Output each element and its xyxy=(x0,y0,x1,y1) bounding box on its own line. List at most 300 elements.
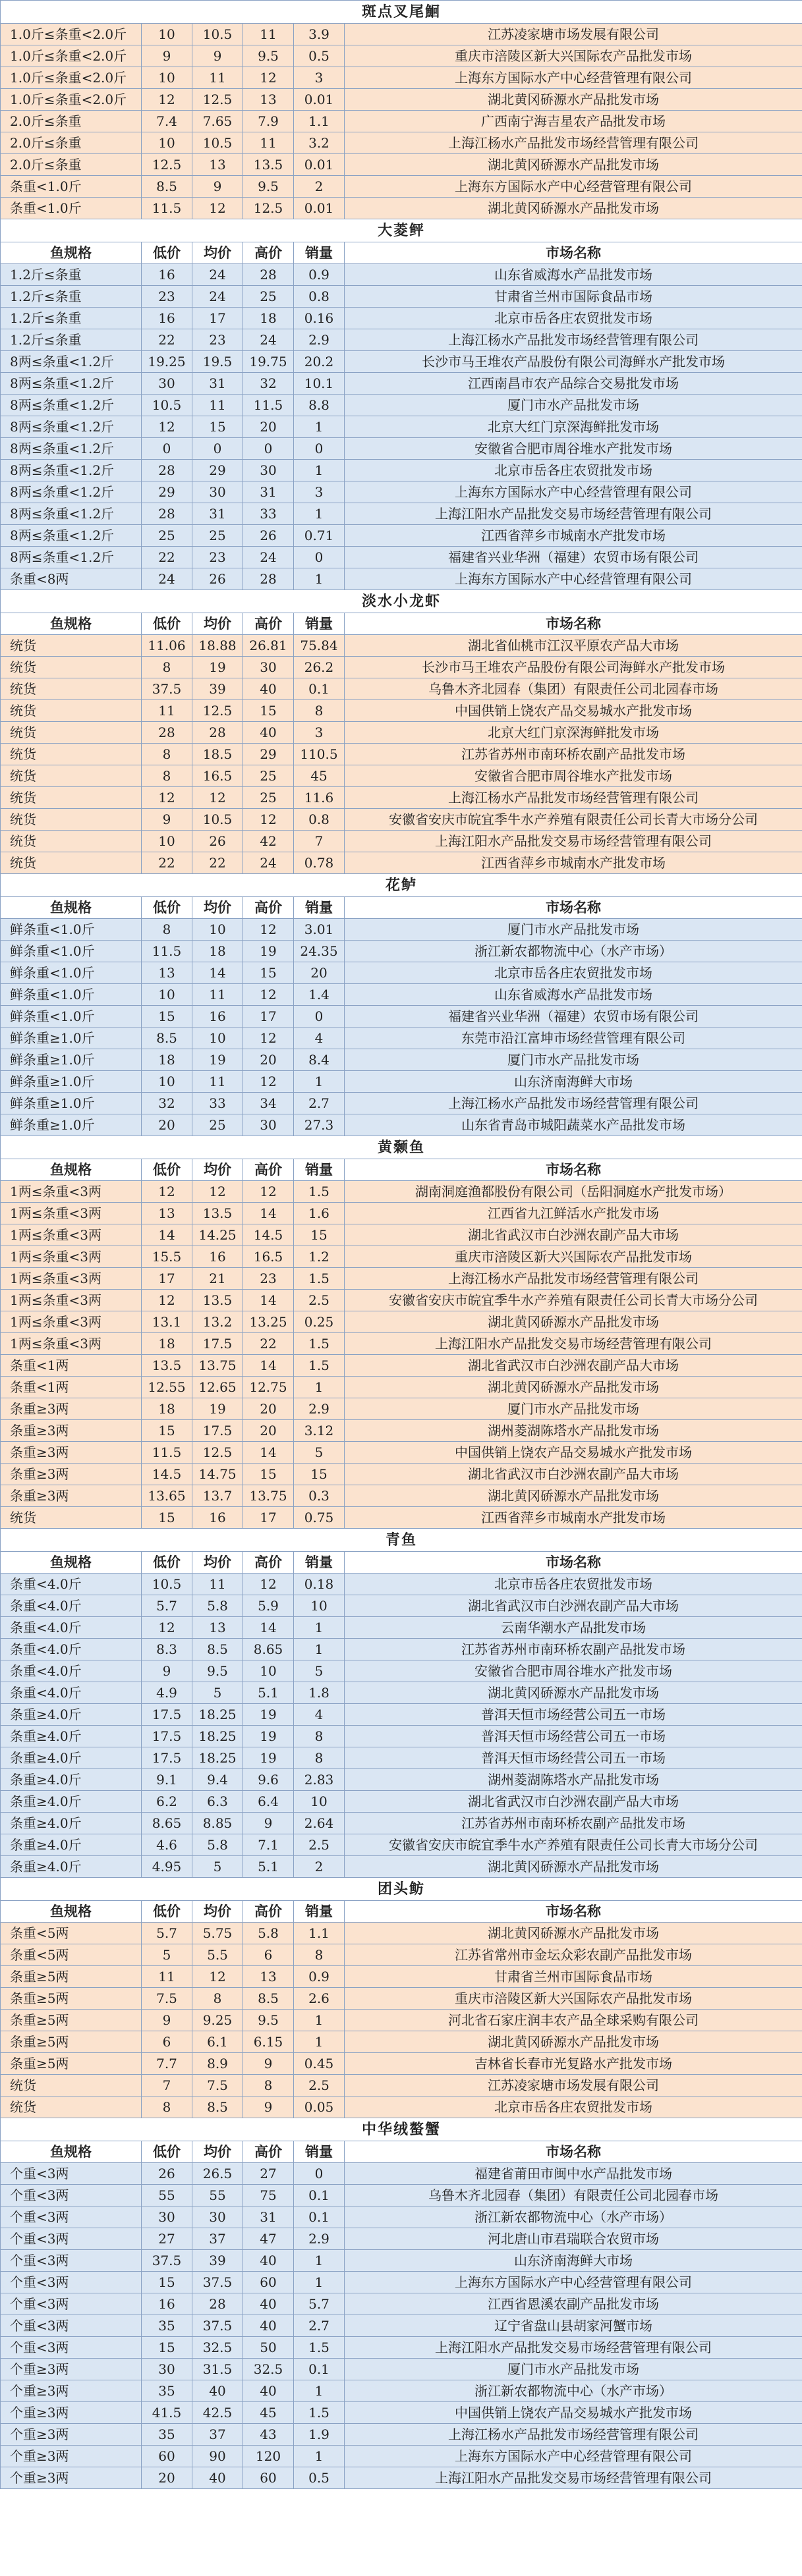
column-header: 鱼规格 xyxy=(1,2141,142,2163)
market-cell: 河北唐山市君瑞联合农贸市场 xyxy=(345,2228,802,2250)
section-title-row xyxy=(1,874,802,897)
low-price-cell: 7 xyxy=(142,2075,192,2096)
table-row xyxy=(1,2075,802,2096)
avg-price-cell: 28 xyxy=(192,722,243,744)
table-row xyxy=(1,1617,802,1639)
table-row xyxy=(1,1726,802,1747)
low-price-cell: 25 xyxy=(142,525,192,547)
avg-price-cell: 21 xyxy=(192,1268,243,1290)
avg-price-cell: 5.5 xyxy=(192,1944,243,1966)
spec-cell: 条重<5两 xyxy=(1,1923,142,1944)
volume-cell: 1 xyxy=(294,2010,345,2031)
column-header: 销量 xyxy=(294,1552,345,1574)
high-price-cell: 24 xyxy=(243,329,294,351)
market-cell: 中国供销上饶农产品交易城水产批发市场 xyxy=(345,1442,802,1464)
volume-cell: 0 xyxy=(294,1006,345,1028)
table-row xyxy=(1,2031,802,2053)
volume-cell: 3.2 xyxy=(294,132,345,154)
low-price-cell: 8 xyxy=(142,744,192,765)
table-row xyxy=(1,154,802,176)
table-row xyxy=(1,2402,802,2424)
high-price-cell: 33 xyxy=(243,503,294,525)
market-cell: 湖北黄冈硚源水产品批发市场 xyxy=(345,154,802,176)
spec-cell: 8两≤条重<1.2斤 xyxy=(1,547,142,568)
high-price-cell: 17 xyxy=(243,1507,294,1529)
high-price-cell: 9 xyxy=(243,2053,294,2075)
high-price-cell: 12 xyxy=(243,809,294,831)
high-price-cell: 14 xyxy=(243,1442,294,1464)
spec-cell: 条重≥4.0斤 xyxy=(1,1769,142,1791)
volume-cell: 8.8 xyxy=(294,395,345,416)
high-price-cell: 8 xyxy=(243,2075,294,2096)
volume-cell: 1.8 xyxy=(294,1682,345,1704)
high-price-cell: 7.1 xyxy=(243,1834,294,1856)
volume-cell: 10 xyxy=(294,1595,345,1617)
avg-price-cell: 33 xyxy=(192,1093,243,1114)
spec-cell: 1.0斤≤条重<2.0斤 xyxy=(1,89,142,111)
avg-price-cell: 12.5 xyxy=(192,1442,243,1464)
column-header: 高价 xyxy=(243,2141,294,2163)
high-price-cell: 16.5 xyxy=(243,1246,294,1268)
column-header: 销量 xyxy=(294,242,345,264)
table-row xyxy=(1,1377,802,1398)
high-price-cell: 12 xyxy=(243,67,294,89)
table-row xyxy=(1,1203,802,1224)
avg-price-cell: 8.9 xyxy=(192,2053,243,2075)
low-price-cell: 10 xyxy=(142,24,192,45)
low-price-cell: 8 xyxy=(142,657,192,678)
low-price-cell: 15 xyxy=(142,2272,192,2293)
spec-cell: 条重<4.0斤 xyxy=(1,1595,142,1617)
low-price-cell: 11.06 xyxy=(142,635,192,657)
column-header: 均价 xyxy=(192,1901,243,1923)
high-price-cell: 13.5 xyxy=(243,154,294,176)
volume-cell: 4 xyxy=(294,1704,345,1726)
high-price-cell: 14 xyxy=(243,1290,294,1311)
high-price-cell: 40 xyxy=(243,2315,294,2337)
high-price-cell: 34 xyxy=(243,1093,294,1114)
table-row xyxy=(1,2359,802,2380)
table-row xyxy=(1,635,802,657)
market-cell: 湖北黄冈硚源水产品批发市场 xyxy=(345,1923,802,1944)
spec-cell: 1.0斤≤条重<2.0斤 xyxy=(1,45,142,67)
spec-cell: 个重≥3两 xyxy=(1,2359,142,2380)
spec-cell: 条重≥3两 xyxy=(1,1442,142,1464)
high-price-cell: 40 xyxy=(243,2293,294,2315)
low-price-cell: 13.65 xyxy=(142,1485,192,1507)
avg-price-cell: 9 xyxy=(192,176,243,198)
table-row xyxy=(1,984,802,1006)
avg-price-cell: 13.2 xyxy=(192,1311,243,1333)
high-price-cell: 12 xyxy=(243,919,294,941)
volume-cell: 8 xyxy=(294,700,345,722)
spec-cell: 统货 xyxy=(1,722,142,744)
spec-cell: 统货 xyxy=(1,700,142,722)
spec-cell: 统货 xyxy=(1,809,142,831)
avg-price-cell: 12 xyxy=(192,1966,243,1988)
avg-price-cell: 9 xyxy=(192,45,243,67)
table-row xyxy=(1,503,802,525)
low-price-cell: 15 xyxy=(142,1420,192,1442)
volume-cell: 3 xyxy=(294,67,345,89)
high-price-cell: 7.9 xyxy=(243,111,294,132)
low-price-cell: 13 xyxy=(142,1203,192,1224)
low-price-cell: 7.7 xyxy=(142,2053,192,2075)
high-price-cell: 40 xyxy=(243,722,294,744)
spec-cell: 1两≤条重<3两 xyxy=(1,1290,142,1311)
high-price-cell: 13 xyxy=(243,1966,294,1988)
low-price-cell: 12 xyxy=(142,1617,192,1639)
table-row xyxy=(1,1268,802,1290)
market-cell: 江苏省苏州市南环桥农副产品批发市场 xyxy=(345,744,802,765)
avg-price-cell: 12.5 xyxy=(192,700,243,722)
table-row xyxy=(1,264,802,286)
volume-cell: 0.01 xyxy=(294,154,345,176)
column-header: 高价 xyxy=(243,897,294,919)
high-price-cell: 6.15 xyxy=(243,2031,294,2053)
market-cell: 上海江阳水产品批发交易市场经营管理有限公司 xyxy=(345,2467,802,2489)
table-row xyxy=(1,1464,802,1485)
avg-price-cell: 25 xyxy=(192,525,243,547)
high-price-cell: 18 xyxy=(243,308,294,329)
avg-price-cell: 11 xyxy=(192,1574,243,1595)
spec-cell: 统货 xyxy=(1,2096,142,2118)
column-header: 市场名称 xyxy=(345,2141,802,2163)
volume-cell: 0.01 xyxy=(294,198,345,219)
avg-price-cell: 7.65 xyxy=(192,111,243,132)
market-cell: 山东省威海水产品批发市场 xyxy=(345,264,802,286)
low-price-cell: 19.25 xyxy=(142,351,192,373)
low-price-cell: 10.5 xyxy=(142,395,192,416)
spec-cell: 条重≥4.0斤 xyxy=(1,1704,142,1726)
high-price-cell: 40 xyxy=(243,2380,294,2402)
column-header: 鱼规格 xyxy=(1,897,142,919)
market-cell: 普洱天恒市场经营公司五一市场 xyxy=(345,1704,802,1726)
table-row xyxy=(1,1114,802,1136)
avg-price-cell: 8 xyxy=(192,1988,243,2010)
section-title-row xyxy=(1,1878,802,1901)
table-row xyxy=(1,657,802,678)
table-row xyxy=(1,1944,802,1966)
market-cell: 山东省青岛市城阳蔬菜水产品批发市场 xyxy=(345,1114,802,1136)
avg-price-cell: 13.5 xyxy=(192,1203,243,1224)
volume-cell: 11.6 xyxy=(294,787,345,809)
market-cell: 广西南宁海吉星农产品批发市场 xyxy=(345,111,802,132)
low-price-cell: 4.95 xyxy=(142,1856,192,1878)
market-cell: 吉林省长春市光复路水产批发市场 xyxy=(345,2053,802,2075)
column-header: 销量 xyxy=(294,613,345,635)
spec-cell: 条重≥5两 xyxy=(1,2031,142,2053)
spec-cell: 条重<4.0斤 xyxy=(1,1639,142,1660)
high-price-cell: 27 xyxy=(243,2163,294,2185)
spec-cell: 8两≤条重<1.2斤 xyxy=(1,416,142,438)
market-cell: 江西省萍乡市城南水产批发市场 xyxy=(345,525,802,547)
volume-cell: 1 xyxy=(294,568,345,590)
column-header: 低价 xyxy=(142,1159,192,1181)
high-price-cell: 20 xyxy=(243,1420,294,1442)
high-price-cell: 9.5 xyxy=(243,2010,294,2031)
avg-price-cell: 40 xyxy=(192,2467,243,2489)
column-header: 低价 xyxy=(142,897,192,919)
section-title-row xyxy=(1,1529,802,1552)
avg-price-cell: 39 xyxy=(192,678,243,700)
high-price-cell: 14 xyxy=(243,1203,294,1224)
avg-price-cell: 30 xyxy=(192,481,243,503)
volume-cell: 2.9 xyxy=(294,2228,345,2250)
volume-cell: 5 xyxy=(294,1660,345,1682)
low-price-cell: 16 xyxy=(142,308,192,329)
volume-cell: 1.5 xyxy=(294,1333,345,1355)
spec-cell: 1两≤条重<3两 xyxy=(1,1268,142,1290)
volume-cell: 2.9 xyxy=(294,329,345,351)
table-row xyxy=(1,1834,802,1856)
low-price-cell: 23 xyxy=(142,286,192,308)
market-cell: 湖北黄冈硚源水产品批发市场 xyxy=(345,2031,802,2053)
low-price-cell: 13.5 xyxy=(142,1355,192,1377)
market-cell: 江西省萍乡市城南水产批发市场 xyxy=(345,852,802,874)
volume-cell: 1 xyxy=(294,1377,345,1398)
spec-cell: 8两≤条重<1.2斤 xyxy=(1,525,142,547)
volume-cell: 3.9 xyxy=(294,24,345,45)
spec-cell: 1.2斤≤条重 xyxy=(1,264,142,286)
volume-cell: 0.8 xyxy=(294,286,345,308)
spec-cell: 个重≥3两 xyxy=(1,2380,142,2402)
volume-cell: 1 xyxy=(294,2031,345,2053)
volume-cell: 15 xyxy=(294,1464,345,1485)
high-price-cell: 12 xyxy=(243,1071,294,1093)
avg-price-cell: 5.8 xyxy=(192,1595,243,1617)
table-row xyxy=(1,1181,802,1203)
avg-price-cell: 10.5 xyxy=(192,809,243,831)
market-cell: 上海东方国际水产中心经营管理有限公司 xyxy=(345,176,802,198)
market-cell: 重庆市涪陵区新大兴国际农产品批发市场 xyxy=(345,45,802,67)
volume-cell: 1.5 xyxy=(294,2337,345,2359)
market-cell: 湖北黄冈硚源水产品批发市场 xyxy=(345,1311,802,1333)
avg-price-cell: 17 xyxy=(192,308,243,329)
table-row xyxy=(1,373,802,395)
low-price-cell: 5 xyxy=(142,1944,192,1966)
table-row xyxy=(1,438,802,460)
volume-cell: 8 xyxy=(294,1944,345,1966)
market-cell: 甘肃省兰州市国际食品市场 xyxy=(345,1966,802,1988)
avg-price-cell: 5 xyxy=(192,1682,243,1704)
column-header: 低价 xyxy=(142,2141,192,2163)
avg-price-cell: 13 xyxy=(192,154,243,176)
volume-cell: 0.1 xyxy=(294,2206,345,2228)
low-price-cell: 8.5 xyxy=(142,176,192,198)
column-header: 市场名称 xyxy=(345,1159,802,1181)
table-row xyxy=(1,1595,802,1617)
low-price-cell: 28 xyxy=(142,460,192,481)
low-price-cell: 37.5 xyxy=(142,678,192,700)
avg-price-cell: 14.25 xyxy=(192,1224,243,1246)
table-row xyxy=(1,547,802,568)
spec-cell: 鲜条重<1.0斤 xyxy=(1,984,142,1006)
low-price-cell: 12 xyxy=(142,89,192,111)
market-cell: 上海东方国际水产中心经营管理有限公司 xyxy=(345,2272,802,2293)
low-price-cell: 9 xyxy=(142,2010,192,2031)
low-price-cell: 14.5 xyxy=(142,1464,192,1485)
market-cell: 长沙市马王堆农产品股份有限公司海鲜水产批发市场 xyxy=(345,351,802,373)
high-price-cell: 9 xyxy=(243,2096,294,2118)
high-price-cell: 19 xyxy=(243,1704,294,1726)
table-row xyxy=(1,2096,802,2118)
avg-price-cell: 10.5 xyxy=(192,132,243,154)
volume-cell: 8 xyxy=(294,1747,345,1769)
low-price-cell: 30 xyxy=(142,2206,192,2228)
high-price-cell: 25 xyxy=(243,286,294,308)
avg-price-cell: 19 xyxy=(192,657,243,678)
table-row xyxy=(1,1071,802,1093)
high-price-cell: 11 xyxy=(243,132,294,154)
market-cell: 湖北省武汉市白沙洲农副产品大市场 xyxy=(345,1791,802,1813)
column-header: 鱼规格 xyxy=(1,242,142,264)
high-price-cell: 15 xyxy=(243,962,294,984)
table-row xyxy=(1,1966,802,1988)
market-cell: 上海江阳水产品批发交易市场经营管理有限公司 xyxy=(345,831,802,852)
avg-price-cell: 26 xyxy=(192,568,243,590)
market-cell: 安徽省安庆市皖宜季牛水产养殖有限责任公司长青大市场分公司 xyxy=(345,1290,802,1311)
high-price-cell: 30 xyxy=(243,657,294,678)
spec-cell: 条重<5两 xyxy=(1,1944,142,1966)
low-price-cell: 8.3 xyxy=(142,1639,192,1660)
avg-price-cell: 8.5 xyxy=(192,2096,243,2118)
avg-price-cell: 10.5 xyxy=(192,24,243,45)
table-row xyxy=(1,2228,802,2250)
volume-cell: 1.5 xyxy=(294,2402,345,2424)
low-price-cell: 29 xyxy=(142,481,192,503)
table-row xyxy=(1,525,802,547)
spec-cell: 个重<3两 xyxy=(1,2250,142,2272)
table-row xyxy=(1,416,802,438)
spec-cell: 个重<3两 xyxy=(1,2206,142,2228)
column-header: 市场名称 xyxy=(345,897,802,919)
avg-price-cell: 18.25 xyxy=(192,1704,243,1726)
table-row xyxy=(1,1923,802,1944)
market-cell: 甘肃省兰州市国际食品市场 xyxy=(345,286,802,308)
volume-cell: 8 xyxy=(294,1726,345,1747)
table-row xyxy=(1,111,802,132)
high-price-cell: 5.8 xyxy=(243,1923,294,1944)
low-price-cell: 8 xyxy=(142,765,192,787)
table-row xyxy=(1,1093,802,1114)
spec-cell: 条重<8两 xyxy=(1,568,142,590)
high-price-cell: 30 xyxy=(243,460,294,481)
avg-price-cell: 23 xyxy=(192,329,243,351)
low-price-cell: 18 xyxy=(142,1049,192,1071)
volume-cell: 1 xyxy=(294,1071,345,1093)
spec-cell: 条重<1两 xyxy=(1,1355,142,1377)
market-cell: 山东省威海水产品批发市场 xyxy=(345,984,802,1006)
high-price-cell: 9 xyxy=(243,1813,294,1834)
table-row xyxy=(1,962,802,984)
market-cell: 中国供销上饶农产品交易城水产批发市场 xyxy=(345,2402,802,2424)
column-header-row xyxy=(1,1159,802,1181)
avg-price-cell: 18 xyxy=(192,941,243,962)
spec-cell: 鲜条重≥1.0斤 xyxy=(1,1071,142,1093)
volume-cell: 0.1 xyxy=(294,2359,345,2380)
column-header-row xyxy=(1,242,802,264)
avg-price-cell: 13.75 xyxy=(192,1355,243,1377)
low-price-cell: 35 xyxy=(142,2315,192,2337)
volume-cell: 0.25 xyxy=(294,1311,345,1333)
low-price-cell: 8 xyxy=(142,919,192,941)
market-cell: 湖北黄冈硚源水产品批发市场 xyxy=(345,1485,802,1507)
table-row xyxy=(1,351,802,373)
table-row xyxy=(1,1290,802,1311)
column-header: 高价 xyxy=(243,242,294,264)
spec-cell: 条重<4.0斤 xyxy=(1,1682,142,1704)
high-price-cell: 11 xyxy=(243,24,294,45)
market-cell: 浙江新农都物流中心（水产市场） xyxy=(345,941,802,962)
spec-cell: 个重≥3两 xyxy=(1,2446,142,2467)
volume-cell: 10.1 xyxy=(294,373,345,395)
table-row xyxy=(1,395,802,416)
spec-cell: 条重≥3两 xyxy=(1,1420,142,1442)
section-title: 大菱鲆 xyxy=(1,219,802,242)
market-cell: 安徽省安庆市皖宜季牛水产养殖有限责任公司长青大市场分公司 xyxy=(345,809,802,831)
market-cell: 上海江阳水产品批发交易市场经营管理有限公司 xyxy=(345,1333,802,1355)
column-header: 高价 xyxy=(243,613,294,635)
spec-cell: 8两≤条重<1.2斤 xyxy=(1,351,142,373)
column-header: 市场名称 xyxy=(345,1901,802,1923)
table-row xyxy=(1,1507,802,1529)
market-cell: 上海东方国际水产中心经营管理有限公司 xyxy=(345,67,802,89)
high-price-cell: 12 xyxy=(243,1181,294,1203)
table-row xyxy=(1,1333,802,1355)
volume-cell: 0.1 xyxy=(294,2185,345,2206)
market-cell: 上海江阳水产品批发交易市场经营管理有限公司 xyxy=(345,503,802,525)
high-price-cell: 24 xyxy=(243,547,294,568)
high-price-cell: 43 xyxy=(243,2424,294,2446)
volume-cell: 27.3 xyxy=(294,1114,345,1136)
spec-cell: 8两≤条重<1.2斤 xyxy=(1,395,142,416)
volume-cell: 0 xyxy=(294,547,345,568)
high-price-cell: 12 xyxy=(243,1574,294,1595)
avg-price-cell: 9.4 xyxy=(192,1769,243,1791)
column-header: 均价 xyxy=(192,1552,243,1574)
column-header: 低价 xyxy=(142,242,192,264)
low-price-cell: 11 xyxy=(142,1966,192,1988)
spec-cell: 1.2斤≤条重 xyxy=(1,308,142,329)
column-header-row xyxy=(1,1901,802,1923)
table-row xyxy=(1,2053,802,2075)
table-row xyxy=(1,700,802,722)
avg-price-cell: 37.5 xyxy=(192,2272,243,2293)
spec-cell: 鲜条重≥1.0斤 xyxy=(1,1049,142,1071)
avg-price-cell: 31 xyxy=(192,373,243,395)
avg-price-cell: 24 xyxy=(192,286,243,308)
high-price-cell: 25 xyxy=(243,787,294,809)
volume-cell: 1 xyxy=(294,2272,345,2293)
low-price-cell: 11.5 xyxy=(142,198,192,219)
volume-cell: 24.35 xyxy=(294,941,345,962)
price-table-body xyxy=(1,1,802,2489)
volume-cell: 0 xyxy=(294,438,345,460)
high-price-cell: 20 xyxy=(243,1398,294,1420)
volume-cell: 2.7 xyxy=(294,2315,345,2337)
spec-cell: 个重<3两 xyxy=(1,2272,142,2293)
avg-price-cell: 6.1 xyxy=(192,2031,243,2053)
volume-cell: 0.9 xyxy=(294,264,345,286)
volume-cell: 5 xyxy=(294,1442,345,1464)
market-cell: 安徽省合肥市周谷堆水产批发市场 xyxy=(345,438,802,460)
spec-cell: 统货 xyxy=(1,635,142,657)
market-cell: 上海江杨水产品批发市场经营管理有限公司 xyxy=(345,787,802,809)
spec-cell: 条重≥4.0斤 xyxy=(1,1726,142,1747)
volume-cell: 2.5 xyxy=(294,2075,345,2096)
high-price-cell: 26.81 xyxy=(243,635,294,657)
